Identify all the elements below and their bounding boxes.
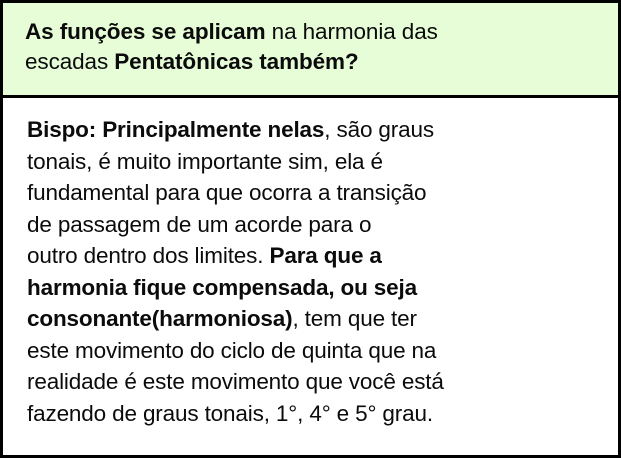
message-text-line <box>27 303 602 335</box>
text-run-bold: Pentatônicas também? <box>114 49 359 74</box>
text-run-bold: Bispo: Principalmente nelas <box>27 117 325 142</box>
text-run-bold: consonante(harmoniosa) <box>27 306 293 331</box>
text-run: de passagem de um acorde para o <box>27 211 372 237</box>
message-text-line <box>27 272 602 304</box>
message-text-line <box>27 146 602 178</box>
text-run-bold: As funções se aplicam <box>25 19 266 44</box>
text-run: tonais, é muito importante sim, ela é <box>27 148 383 174</box>
message-text-line <box>25 17 600 47</box>
message-text-line <box>27 366 602 398</box>
text-run: realidade é este movimento que você está <box>27 369 444 394</box>
message-bubble-outgoing[interactable] <box>3 3 618 98</box>
message-bubble-incoming[interactable] <box>3 98 618 439</box>
message-text-line <box>27 398 602 430</box>
text-run: escadas <box>25 49 115 74</box>
text-run: este movimento do ciclo de quinta que na <box>27 337 437 363</box>
text-run: , são graus <box>324 117 434 142</box>
message-text-line <box>27 114 602 146</box>
text-run-bold: Para que a <box>269 243 382 268</box>
text-run: na harmonia das <box>265 19 438 44</box>
message-text-line <box>27 335 602 367</box>
text-run-bold: harmonia fique compensada, ou seja <box>27 274 418 300</box>
text-run: outro dentro dos limites. <box>27 243 270 268</box>
message-text-line <box>25 47 600 77</box>
message-text-line <box>27 240 602 272</box>
message-text-line <box>27 177 602 209</box>
message-text-line <box>27 209 602 241</box>
text-run: , tem que ter <box>292 306 417 331</box>
text-run: fundamental para que ocorra a transição <box>27 180 427 205</box>
text-run: fazendo de graus tonais, 1°, 4° e 5° grau. <box>27 400 433 426</box>
